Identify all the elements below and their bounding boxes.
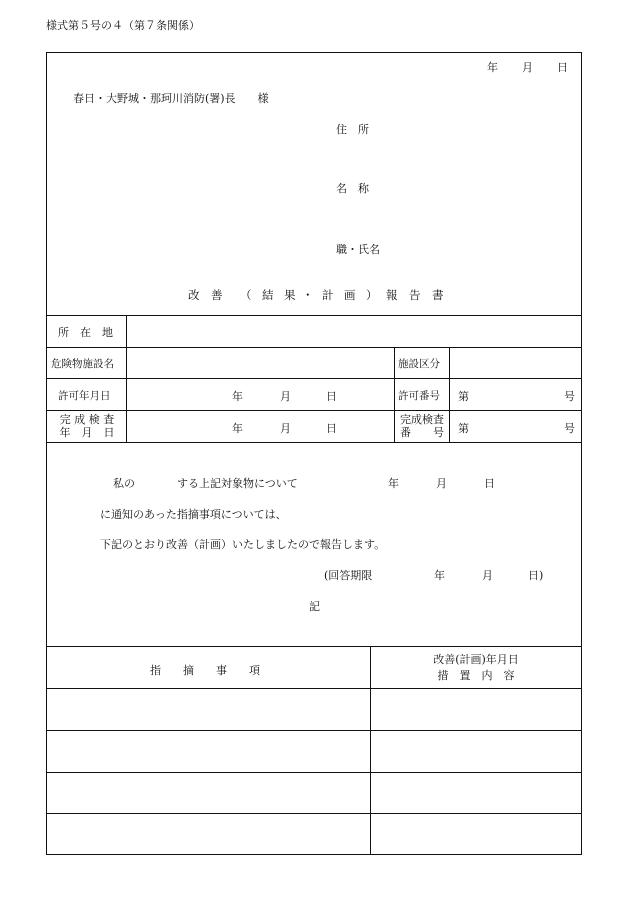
title-paren-close: ） — [366, 288, 378, 302]
title-result: 結 — [262, 288, 274, 302]
completion-number-label — [395, 413, 449, 439]
completion-number-gou: 号 — [564, 422, 575, 435]
completion-number-label-line2: 番 号 — [400, 426, 444, 439]
completion-date-label-line2: 年 月 日 — [59, 426, 115, 439]
body-line1-month: 月 — [436, 477, 447, 490]
deadline-month: 月 — [482, 569, 493, 582]
completion-number-dai: 第 — [458, 422, 469, 435]
permit-number-gou: 号 — [564, 390, 575, 403]
body-line1-day: 日 — [484, 477, 495, 490]
finding-cell[interactable] — [48, 815, 368, 853]
measures-header — [372, 652, 580, 684]
title-name-label: 職・氏名 — [336, 243, 380, 256]
completion-year: 年 — [232, 422, 243, 435]
measure-cell[interactable] — [372, 732, 580, 770]
ki-label: 記 — [309, 600, 320, 613]
completion-day: 日 — [326, 422, 337, 435]
completion-date-label-line1: 完 成 検 査 — [59, 413, 115, 426]
title-result2: 果 — [284, 288, 296, 302]
address-label: 住 所 — [336, 123, 369, 136]
body-line3: 下記のとおり改善（計画）いたしましたので報告します。 — [100, 538, 386, 551]
measures-header-line1: 改善(計画)年月日 — [433, 653, 519, 666]
measure-cell[interactable] — [372, 774, 580, 811]
deadline-open: (回答期限 — [324, 569, 373, 582]
finding-cell[interactable] — [48, 732, 368, 770]
measure-cell[interactable] — [372, 815, 580, 853]
applicant-name-label: 名 称 — [336, 182, 369, 195]
completion-date-label — [48, 413, 126, 439]
header-day-label: 日 — [557, 61, 568, 74]
measure-cell[interactable] — [372, 690, 580, 728]
permit-number-label: 許可番号 — [398, 390, 440, 402]
body-line2: に通知のあった指摘事項については、 — [100, 508, 287, 521]
body-line1-prefix: 私の — [113, 477, 135, 490]
header-month-label: 月 — [522, 61, 533, 74]
permit-day: 日 — [326, 390, 337, 403]
title-plan: 計 — [322, 288, 334, 302]
body-line1-middle: する上記対象物について — [177, 477, 298, 490]
findings-header: 指 摘 事 項 — [150, 664, 260, 677]
title-paren-open: （ — [240, 288, 252, 302]
deadline-day: 日) — [528, 569, 544, 582]
facility-class-label: 施設区分 — [398, 358, 440, 370]
location-label: 所 在 地 — [58, 326, 113, 339]
addressee: 春日・大野城・那珂川消防(署)長 様 — [73, 92, 269, 105]
completion-month: 月 — [280, 422, 291, 435]
title-dot: ・ — [302, 288, 314, 302]
deadline-year: 年 — [434, 569, 445, 582]
title-plan2: 画 — [344, 288, 356, 302]
permit-number-dai: 第 — [458, 390, 469, 403]
measures-header-line2: 措 置 内 容 — [437, 669, 515, 682]
facility-name-label: 危険物施設名 — [51, 358, 114, 370]
form-code: 様式第５号の４（第７条関係） — [46, 19, 200, 32]
header-year-label: 年 — [487, 61, 498, 74]
finding-cell[interactable] — [48, 690, 368, 728]
permit-date-label: 許可年月日 — [58, 390, 111, 402]
finding-cell[interactable] — [48, 774, 368, 811]
title-prefix: 改 善 — [188, 288, 223, 302]
completion-number-label-line1: 完成検査 — [400, 413, 444, 426]
permit-year: 年 — [232, 390, 243, 403]
title-suffix: 報 告 書 — [386, 288, 444, 302]
permit-month: 月 — [280, 390, 291, 403]
body-line1-year: 年 — [388, 477, 399, 490]
